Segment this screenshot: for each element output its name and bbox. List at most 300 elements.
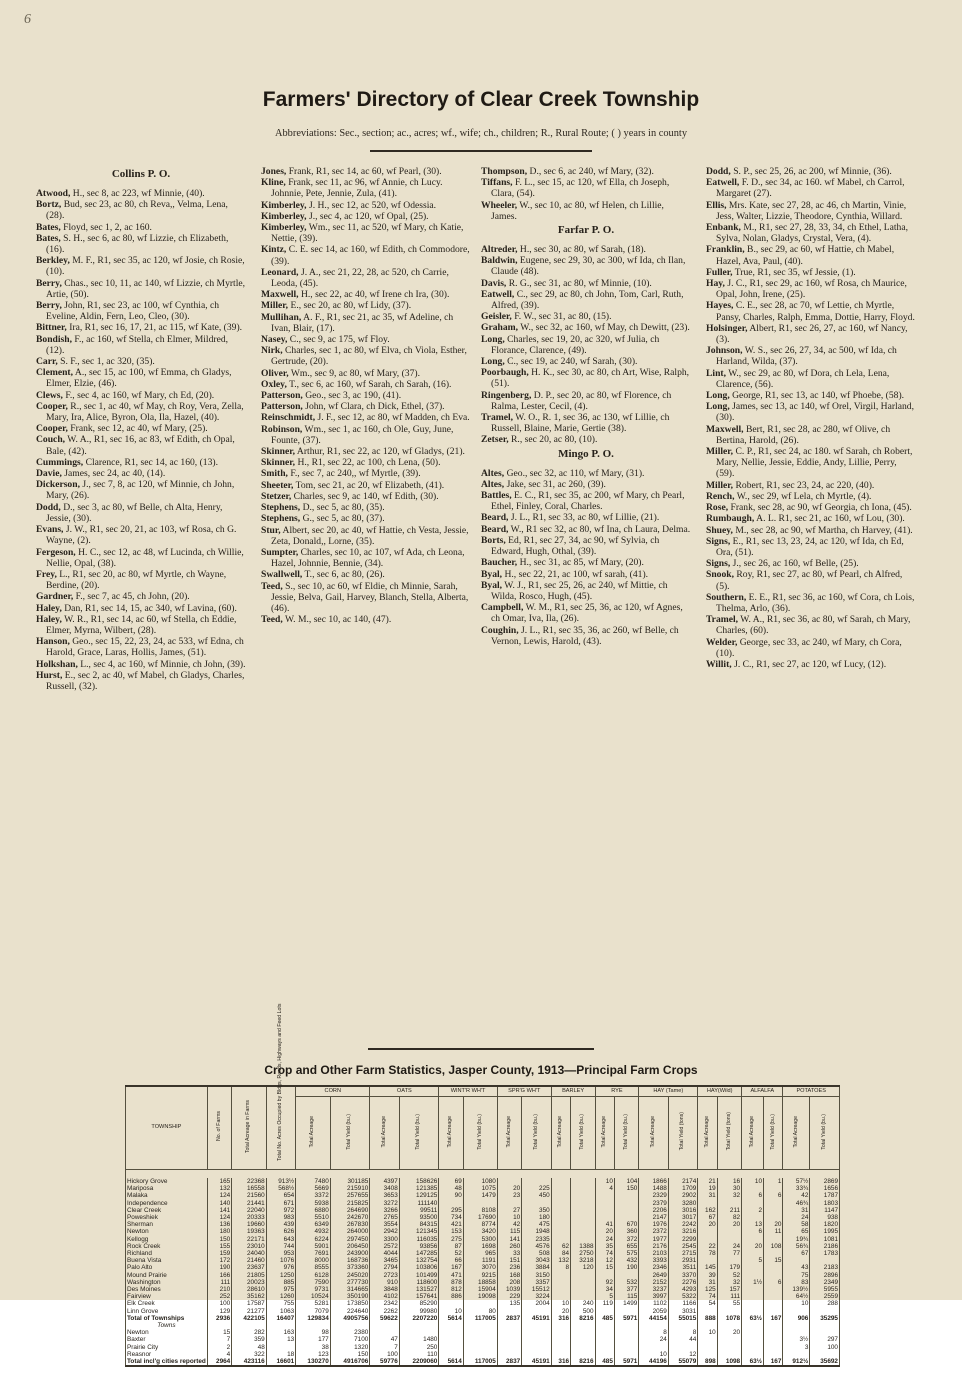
- table-cell: [595, 1344, 614, 1351]
- entry-details: J. L., R1, sec 35, 36, ac 260, wf Belle, ch Vernon, Lewis, Harold, (43).: [491, 624, 679, 647]
- directory-entry: [261, 345, 471, 367]
- entry-details: J. F., sec 12, ac 80, wf Madden, ch Eva.: [315, 412, 470, 424]
- table-cell: [764, 1250, 783, 1257]
- table-cell: 885: [266, 1279, 295, 1286]
- table-cell: 190: [614, 1264, 638, 1271]
- crop-sub-header: Total Yield (bu.): [522, 1097, 551, 1170]
- entry-surname: Thompson,: [481, 166, 528, 177]
- directory-entry: [261, 569, 471, 580]
- township-name: Elk Creek: [126, 1300, 208, 1307]
- table-cell: 118600: [399, 1279, 439, 1286]
- table-row: [126, 1236, 840, 1243]
- table-cell: 3370: [668, 1272, 697, 1279]
- table-cell: [698, 1336, 717, 1343]
- entry-details: W. A., R1, sec 16, ac 83, wf Edith, ch Opal, Bale, (42).: [46, 434, 235, 457]
- table-cell: 295: [439, 1207, 463, 1214]
- entry-surname: Patterson,: [261, 401, 303, 413]
- crop-sub-header: Total Acreage: [551, 1097, 570, 1170]
- table-cell: 2380: [330, 1329, 370, 1336]
- table-cell: 264000: [330, 1228, 370, 1235]
- table-cell: [595, 1322, 614, 1329]
- entry-details: A., sec 15, ac 100, wf Emma, ch Gladys, Elmer, Elzie, (46).: [46, 367, 232, 390]
- entry-details: Ira, R1, sec 16, 17, 21, ac 115, wf Kate, (39).: [66, 322, 243, 334]
- table-cell: 180: [207, 1228, 231, 1235]
- entry-details: M., sec 28, ac 90, wf Martha, ch Harvey, (41).: [732, 524, 913, 536]
- table-cell: [614, 1207, 638, 1214]
- directory-entry: [481, 255, 691, 277]
- directory-entry: [261, 468, 471, 479]
- table-cell: 32: [717, 1192, 741, 1199]
- table-cell: 878: [439, 1279, 463, 1286]
- title-rule: [370, 150, 592, 152]
- table-cell: 13: [742, 1221, 764, 1228]
- crop-group-header: HAY (Tame): [639, 1086, 698, 1097]
- table-cell: [439, 1322, 463, 1329]
- table-cell: [614, 1322, 638, 1329]
- table-cell: 1787: [810, 1192, 840, 1199]
- entry-surname: Tiffans,: [481, 177, 513, 189]
- table-cell: 59776: [370, 1358, 399, 1366]
- table-cell: 1709: [668, 1185, 697, 1192]
- table-cell: [783, 1257, 810, 1264]
- entry-details: W. J., R1, sec 25, 26, ac 240, wf Mittie, ch Wilda, Rosco, Hugh, (45).: [491, 579, 668, 602]
- table-cell: 744: [266, 1243, 295, 1250]
- table-cell: 56¾: [783, 1243, 810, 1250]
- entry-details: S. F., sec 1, ac 320, (35).: [57, 356, 155, 368]
- township-name: Independence: [126, 1200, 208, 1207]
- entry-details: Bud, sec 23, ac 80, ch Reva,, Velma, Lena, (28).: [46, 199, 228, 222]
- entry-details: G., sec 5, ac 80, (37).: [300, 513, 385, 525]
- table-cell: 1260: [266, 1293, 295, 1300]
- directory-entry: [481, 278, 691, 289]
- table-cell: 5938: [296, 1200, 331, 1207]
- entry-details: Frank, sec 12, ac 40, wf Mary, (25).: [67, 423, 208, 435]
- table-cell: 211: [717, 1207, 741, 1214]
- table-cell: 906: [783, 1315, 810, 1322]
- table-cell: 898: [698, 1358, 717, 1366]
- table-cell: [742, 1351, 764, 1358]
- table-cell: 19¾: [783, 1236, 810, 1243]
- entry-surname: Hurst,: [36, 669, 63, 681]
- table-cell: 208: [497, 1279, 521, 1286]
- entry-surname: Bates,: [36, 221, 61, 233]
- table-cell: 82: [717, 1214, 741, 1221]
- table-cell: 66: [439, 1257, 463, 1264]
- township-name: Mound Prairie: [126, 1272, 208, 1279]
- table-cell: [764, 1200, 783, 1207]
- table-cell: [595, 1351, 614, 1358]
- table-cell: 121345: [399, 1228, 439, 1235]
- entry-surname: Wheeler,: [481, 199, 518, 211]
- table-cell: [522, 1336, 551, 1343]
- table-cell: [551, 1293, 570, 1300]
- table-cell: [764, 1308, 783, 1315]
- entry-surname: Kimberley,: [261, 199, 307, 211]
- table-cell: 2936: [207, 1315, 231, 1322]
- table-cell: 1098: [717, 1358, 741, 1366]
- entry-surname: Dickerson,: [36, 479, 80, 491]
- entry-details: Chas., sec 10, 11, ac 140, wf Lizzie, ch Myrtle, Artie, (50).: [46, 277, 246, 300]
- stats-title: Crop and Other Farm Statistics, Jasper County, 1913—Principal Farm Crops: [264, 1063, 698, 1077]
- table-cell: 1480: [399, 1336, 439, 1343]
- table-cell: [742, 1308, 764, 1315]
- table-cell: 63½: [742, 1358, 764, 1366]
- directory-entry: [706, 401, 916, 423]
- directory-entry: [706, 637, 916, 659]
- entry-details: Albert, sec 20, ac 40, wf Hattie, ch Vesta, Jessie, Zeta, Donald,, Lorne, (35).: [271, 524, 469, 547]
- entry-surname: Byal,: [481, 568, 503, 580]
- entry-details: C. E., sec 28, ac 70, wf Lettie, ch Myrtle, Pansy, Charles, Ralph, Emma, Dottie, Harry, Floyd.: [716, 300, 915, 323]
- entry-surname: Gardner,: [36, 591, 74, 603]
- table-cell: [571, 1221, 595, 1228]
- table-cell: 15: [595, 1264, 614, 1271]
- table-cell: [266, 1344, 295, 1351]
- entry-details: A. L. R1, sec 21, ac 160, wf Lou, (30).: [754, 513, 905, 525]
- township-name: Prairie City: [126, 1344, 208, 1351]
- table-cell: 55015: [668, 1315, 697, 1322]
- table-cell: 18858: [463, 1279, 497, 1286]
- table-cell: 93500: [399, 1214, 439, 1221]
- table-cell: [439, 1200, 463, 1207]
- township-name: Des Moines: [126, 1286, 208, 1293]
- directory-entry: [481, 390, 691, 412]
- table-cell: 1080: [463, 1178, 497, 1185]
- table-cell: 3848: [370, 1286, 399, 1293]
- directory-entry: [36, 322, 246, 333]
- table-cell: [717, 1308, 741, 1315]
- entry-surname: Geisler,: [481, 311, 512, 323]
- table-cell: 74: [595, 1250, 614, 1257]
- table-cell: 20023: [232, 1279, 267, 1286]
- township-name: Poweshiek: [126, 1214, 208, 1221]
- table-cell: 55079: [668, 1358, 697, 1366]
- entry-details: E. E., R1, sec 36, ac 160, wf Cora, ch Lois, Thelma, Arlo, (36).: [716, 591, 915, 614]
- entry-details: Dan, R1, sec 14, 15, ac 340, wf Lavina, (60).: [61, 602, 237, 614]
- table-cell: 2152: [639, 1279, 668, 1286]
- entry-surname: Hay,: [706, 278, 725, 290]
- entry-details: L., R1, sec 20, ac 80, wf Myrtle, ch Wayne, Berdine, (20).: [46, 568, 227, 592]
- table-cell: [571, 1185, 595, 1192]
- entry-details: C. P., R1, sec 24, ac 180. wf Sarah, ch Robert, Mary, Nellie, Jessie, Eddie, Andy, Lillie, Perry, (59).: [716, 446, 913, 480]
- table-cell: 2242: [668, 1221, 697, 1228]
- table-cell: 485: [595, 1358, 614, 1366]
- table-cell: 242670: [330, 1214, 370, 1221]
- table-cell: [698, 1308, 717, 1315]
- directory-entry: [706, 166, 916, 177]
- table-cell: 116035: [399, 1236, 439, 1243]
- entry-surname: Cummings,: [36, 456, 84, 468]
- column-header: Total Acreage in Farms: [232, 1086, 267, 1170]
- directory-entry: [261, 244, 471, 266]
- crop-sub-header: Total Acreage: [439, 1097, 463, 1170]
- directory-entry: [706, 345, 916, 367]
- table-cell: 1499: [614, 1300, 638, 1307]
- table-cell: 4044: [370, 1250, 399, 1257]
- table-cell: 360: [614, 1228, 638, 1235]
- entry-details: W., sec 10, ac 80, wf Helen, ch Lillie, James.: [491, 199, 664, 222]
- table-cell: 5901: [296, 1243, 331, 1250]
- table-cell: [439, 1344, 463, 1351]
- table-cell: 18: [266, 1351, 295, 1358]
- table-cell: 7079: [296, 1308, 331, 1315]
- entry-surname: Baldwin,: [481, 255, 518, 267]
- table-cell: 21560: [232, 1192, 267, 1199]
- directory-entry: [706, 446, 916, 480]
- township-name: Buena Vista: [126, 1257, 208, 1264]
- table-cell: [764, 1272, 783, 1279]
- directory-entry: [706, 491, 916, 502]
- table-cell: 157: [717, 1286, 741, 1293]
- table-cell: 115: [497, 1228, 521, 1235]
- township-name: Clear Creek: [126, 1207, 208, 1214]
- entry-surname: Battles,: [481, 490, 512, 502]
- table-cell: [571, 1279, 595, 1286]
- table-cell: 123: [296, 1351, 331, 1358]
- table-cell: 15512: [522, 1286, 551, 1293]
- table-cell: [571, 1178, 595, 1185]
- table-cell: 19660: [232, 1221, 267, 1228]
- table-cell: 57½: [783, 1178, 810, 1185]
- crop-group-header: WINT'R WH'T: [439, 1086, 497, 1097]
- table-cell: 48: [439, 1185, 463, 1192]
- entry-details: W., sec 29, wf Lela, ch Myrtle, (4).: [734, 490, 872, 502]
- table-cell: 15: [764, 1257, 783, 1264]
- table-cell: 20: [497, 1185, 521, 1192]
- table-cell: 52: [717, 1272, 741, 1279]
- entry-details: R., sec 1, ac 40, wf May, ch Roy, Vera, Zella, Mary, Ira, Alice, Byron, Ola, Ila, Hazel, (40).: [46, 400, 244, 424]
- table-cell: 85290: [399, 1300, 439, 1307]
- township-name: Kellogg: [126, 1236, 208, 1243]
- directory-entry: [481, 569, 691, 580]
- directory-entry: [706, 513, 916, 524]
- table-cell: [614, 1200, 638, 1207]
- township-name: Newton: [126, 1329, 208, 1336]
- table-cell: [742, 1236, 764, 1243]
- table-cell: 17587: [232, 1300, 267, 1307]
- table-cell: [551, 1207, 570, 1214]
- table-cell: [595, 1200, 614, 1207]
- table-cell: 2262: [370, 1308, 399, 1315]
- table-cell: 1698: [463, 1243, 497, 1250]
- table-cell: 215825: [330, 1200, 370, 1207]
- directory-entry: [706, 222, 916, 244]
- table-cell: 267830: [330, 1221, 370, 1228]
- table-cell: 1076: [266, 1257, 295, 1264]
- table-cell: [742, 1264, 764, 1271]
- table-cell: [698, 1236, 717, 1243]
- table-cell: 168: [497, 1272, 521, 1279]
- table-row: [126, 1358, 840, 1366]
- table-cell: 8108: [463, 1207, 497, 1214]
- entry-details: John, R1, sec 23, ac 100, wf Cynthia, ch Eveline, Aldin, Fern, Leo, Cleo, (30).: [46, 300, 220, 323]
- entry-details: J. C., R1, sec 27, ac 120, wf Lucy, (12).: [731, 658, 887, 670]
- entry-surname: Altreder,: [481, 244, 518, 256]
- township-name: Newton: [126, 1228, 208, 1235]
- table-cell: 3420: [463, 1228, 497, 1235]
- table-cell: [370, 1329, 399, 1336]
- table-cell: 4916706: [330, 1358, 370, 1366]
- table-cell: 135: [497, 1300, 521, 1307]
- table-cell: [764, 1214, 783, 1221]
- table-cell: 21: [698, 1178, 717, 1185]
- table-cell: 2750: [571, 1250, 595, 1257]
- table-cell: 20: [764, 1221, 783, 1228]
- table-row: [126, 1207, 840, 1214]
- table-cell: 264690: [330, 1207, 370, 1214]
- directory-entry: [261, 457, 471, 468]
- table-cell: 2207220: [399, 1315, 439, 1322]
- table-cell: 108: [764, 1243, 783, 1250]
- table-row: [126, 1250, 840, 1257]
- entry-surname: Welder,: [706, 636, 738, 648]
- entry-surname: Rose,: [706, 502, 729, 514]
- table-cell: 5955: [810, 1286, 840, 1293]
- table-cell: 63½: [742, 1315, 764, 1322]
- entry-surname: Hanson,: [36, 636, 70, 648]
- entry-details: W. O., R. 1, sec 36, ac 130, wf Lillie, ch Russell, Blaine, Marie, Gertie (38).: [491, 412, 670, 435]
- table-cell: 177: [296, 1336, 331, 1343]
- table-row: [126, 1257, 840, 1264]
- table-row: [126, 1279, 840, 1286]
- entry-surname: Holkshan,: [36, 658, 78, 670]
- table-cell: 24: [717, 1243, 741, 1250]
- table-cell: 6: [742, 1192, 764, 1199]
- entry-surname: Enbank,: [706, 222, 741, 234]
- entry-details: D., sec 6, ac 240, wf Mary, (32).: [527, 166, 654, 177]
- table-cell: 150: [614, 1185, 638, 1192]
- table-cell: [551, 1272, 570, 1279]
- table-cell: [399, 1329, 439, 1336]
- table-cell: 2379: [639, 1200, 668, 1207]
- table-cell: [668, 1344, 697, 1351]
- table-cell: 100: [207, 1300, 231, 1307]
- entry-surname: Haley,: [36, 602, 62, 614]
- table-cell: 67: [783, 1250, 810, 1257]
- table-cell: 23: [497, 1192, 521, 1199]
- entry-details: Geo., sec 3, ac 190, (41).: [302, 390, 402, 402]
- directory-entry: [261, 614, 471, 625]
- table-cell: 532: [614, 1279, 638, 1286]
- table-row: [126, 1264, 840, 1271]
- table-cell: 55: [717, 1300, 741, 1307]
- directory-entry: [706, 592, 916, 614]
- entry-surname: Long,: [706, 401, 730, 413]
- entry-surname: Kline,: [261, 177, 286, 189]
- entry-surname: Signs,: [706, 558, 731, 570]
- table-cell: 38: [296, 1344, 331, 1351]
- post-office-heading: Mingo P. O.: [558, 447, 614, 460]
- table-cell: [551, 1286, 570, 1293]
- table-cell: 3: [783, 1344, 810, 1351]
- table-cell: 240: [571, 1300, 595, 1307]
- entry-details: H., sec 30, ac 80, wf Sarah, (18).: [517, 244, 646, 256]
- entry-surname: Maxwell,: [261, 289, 299, 301]
- table-cell: 111: [717, 1293, 741, 1300]
- table-cell: 1995: [810, 1228, 840, 1235]
- table-cell: [551, 1279, 570, 1286]
- table-cell: 153: [439, 1228, 463, 1235]
- entry-details: S. H., sec 6, ac 80, wf Lizzie, ch Elizabeth, (16).: [46, 232, 229, 256]
- table-cell: [595, 1272, 614, 1279]
- directory-entry: [706, 244, 916, 266]
- entry-details: D., sec 5, ac 80, (35).: [300, 502, 385, 514]
- table-cell: 1078: [717, 1315, 741, 1322]
- table-cell: 4293: [668, 1286, 697, 1293]
- table-cell: 24040: [232, 1250, 267, 1257]
- crop-group-header: OATS: [370, 1086, 439, 1097]
- table-cell: 7100: [330, 1336, 370, 1343]
- table-cell: 167: [764, 1358, 783, 1366]
- table-cell: 508: [522, 1250, 551, 1257]
- table-cell: 912½: [783, 1358, 810, 1366]
- table-cell: 1977: [639, 1236, 668, 1243]
- table-cell: [571, 1293, 595, 1300]
- table-cell: 100: [370, 1351, 399, 1358]
- directory-entry: [706, 558, 916, 569]
- table-cell: 6224: [296, 1236, 331, 1243]
- table-cell: [551, 1228, 570, 1235]
- entry-details: D. P., sec 20, ac 80, wf Florence, ch Ralma, Lester, Cecil, (4).: [491, 389, 672, 412]
- table-cell: 157641: [399, 1293, 439, 1300]
- entry-surname: Nirk,: [261, 345, 283, 357]
- table-cell: [522, 1308, 551, 1315]
- directory-entry: [36, 423, 246, 434]
- entry-details: F., sec 7, ac 45, ch John, (20).: [73, 591, 190, 603]
- table-cell: 2572: [370, 1243, 399, 1250]
- table-cell: 48: [232, 1344, 267, 1351]
- directory-entry: [481, 334, 691, 356]
- table-cell: 5971: [614, 1315, 638, 1322]
- crop-group-header: CORN: [296, 1086, 370, 1097]
- directory-entry: [36, 636, 246, 658]
- table-cell: 46¾: [783, 1200, 810, 1207]
- crop-group-header: BARLEY: [551, 1086, 595, 1097]
- directory-entry: [36, 670, 246, 692]
- crop-sub-header: Total Yield (bu.): [571, 1097, 595, 1170]
- directory-entry: [261, 491, 471, 502]
- table-cell: 359: [232, 1336, 267, 1343]
- crop-sub-header: Total Yield (bu.): [463, 1097, 497, 1170]
- table-cell: 6349: [296, 1221, 331, 1228]
- table-cell: 10: [698, 1329, 717, 1336]
- table-cell: [571, 1228, 595, 1235]
- table-cell: [698, 1200, 717, 1207]
- entry-details: J. C., R1, sec 29, ac 160, wf Rosa, ch Maurice, Opal, John, Irene, (25).: [716, 278, 907, 301]
- entry-details: J., sec 26, ac 160, wf Belle, (25).: [730, 558, 859, 570]
- table-cell: 282: [232, 1329, 267, 1336]
- table-cell: 2335: [522, 1236, 551, 1243]
- table-cell: 74: [698, 1293, 717, 1300]
- directory-entry: [706, 480, 916, 491]
- table-cell: [717, 1200, 741, 1207]
- directory-entry: [481, 412, 691, 434]
- table-cell: 12: [668, 1351, 697, 1358]
- table-cell: 44196: [639, 1358, 668, 1366]
- directory-entry: [261, 334, 471, 345]
- entry-surname: Berry,: [36, 277, 62, 289]
- directory-entry: [36, 278, 246, 300]
- crop-sub-header: Total Yield (bu.): [399, 1097, 439, 1170]
- table-cell: 78: [698, 1250, 717, 1257]
- table-cell: 34: [595, 1286, 614, 1293]
- table-cell: [698, 1257, 717, 1264]
- table-cell: 31: [698, 1192, 717, 1199]
- table-cell: [551, 1185, 570, 1192]
- directory-entry: [481, 356, 691, 367]
- table-cell: 3372: [296, 1192, 331, 1199]
- table-cell: 167: [439, 1264, 463, 1271]
- crop-sub-header: Total Yield (tons): [668, 1097, 697, 1170]
